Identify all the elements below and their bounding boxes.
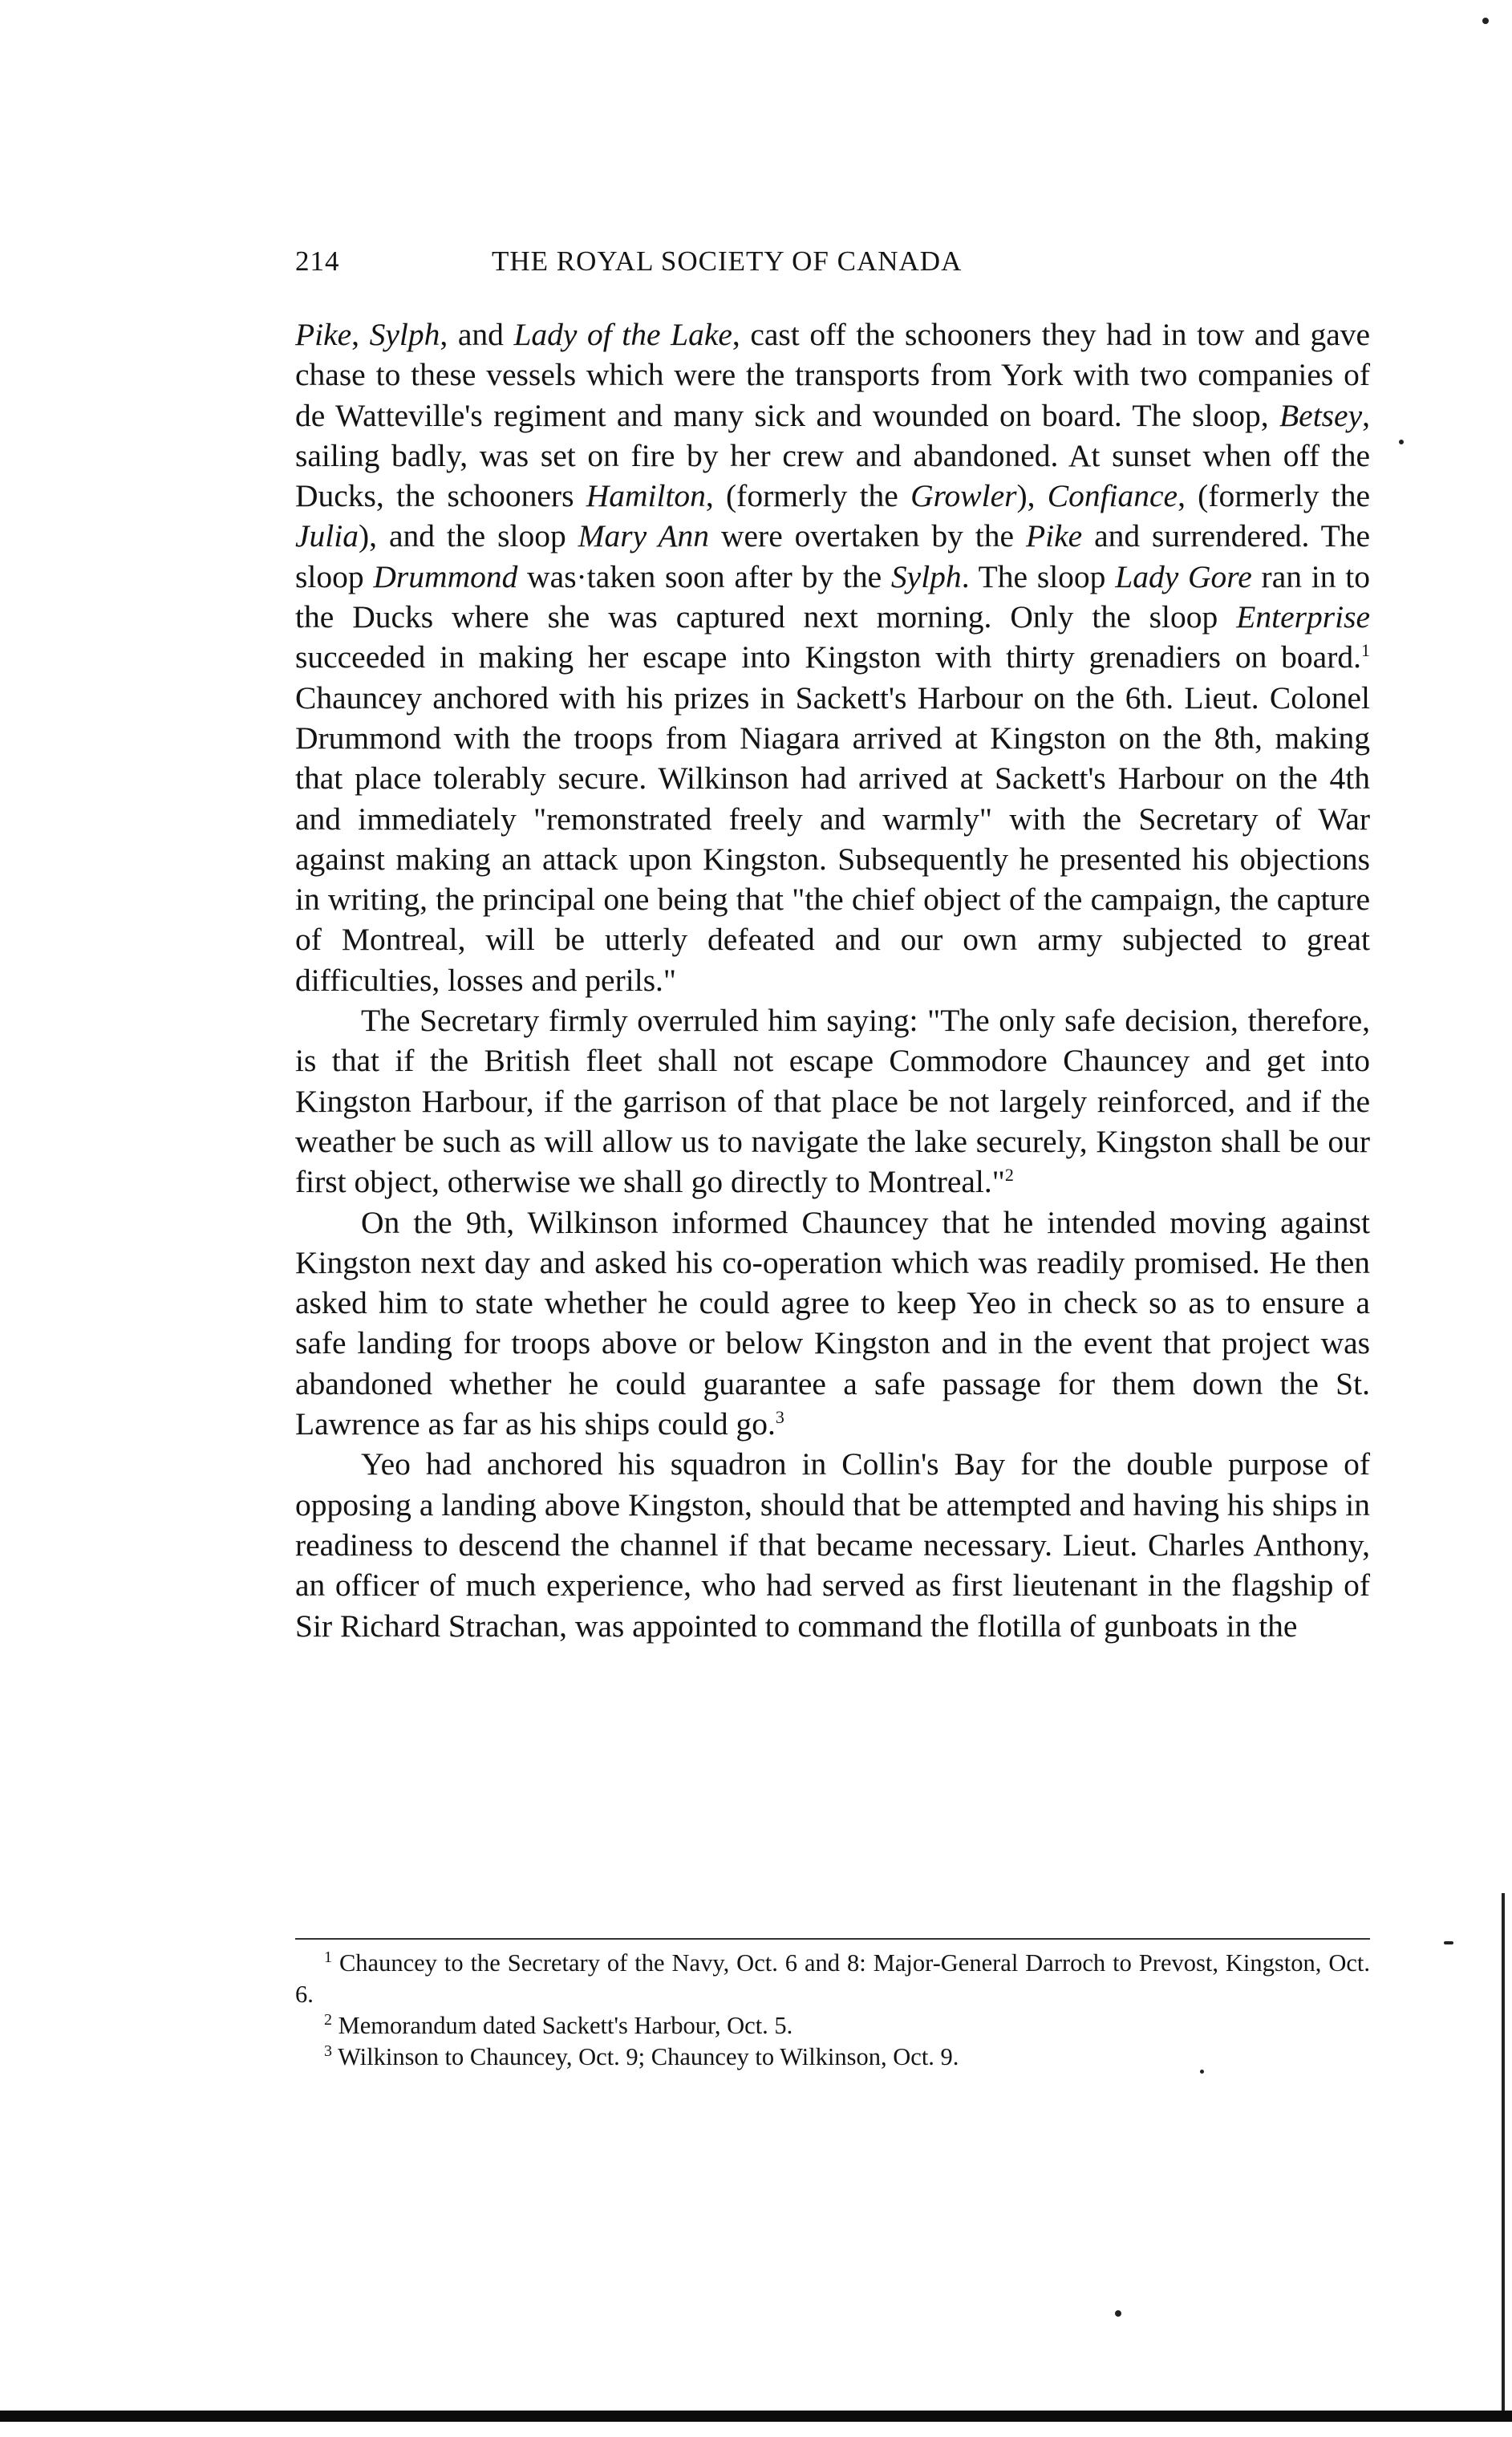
page-number: 214: [295, 245, 340, 277]
running-title: THE ROYAL SOCIETY OF CANADA: [492, 245, 963, 277]
text-run: , (formerly the: [705, 478, 911, 514]
body-text: [295, 314, 1370, 1646]
text-run: succeeded in making her escape into Kingston with thirty grenadiers on board.: [295, 639, 1361, 675]
scan-speck: [1399, 440, 1404, 444]
ship-name: Growler: [910, 478, 1017, 514]
paragraph-1: [295, 314, 1370, 1000]
text-run: , and: [440, 317, 514, 352]
ship-name: Sylph: [369, 317, 440, 352]
ship-name: Drummond: [373, 558, 518, 594]
footnote-mark: 2: [324, 2010, 332, 2029]
ship-name: Lady Gore: [1115, 558, 1252, 594]
paragraph-2: [295, 1000, 1370, 1202]
footnote-3: [295, 2042, 1370, 2073]
text-run: ,: [351, 317, 370, 352]
ship-name: Confiance: [1047, 478, 1178, 514]
running-head: [295, 245, 1370, 286]
footnote-reference: 2: [1004, 1165, 1014, 1186]
footnote-divider: [295, 1938, 1370, 1940]
footnote-mark: 3: [324, 2042, 332, 2060]
footnote-1: [295, 1948, 1370, 2010]
footnote-2: [295, 2010, 1370, 2042]
text-run: , cast off the schooners they had in tow and gave chase to these vessels which were the transports from York with two companies of de Watteville's regiment and many sick and wounded on board. The sloop,: [295, 317, 1371, 433]
ship-name: Pike: [1025, 518, 1083, 554]
ship-name: Hamilton: [586, 478, 706, 514]
text-run: , (formerly the: [1178, 478, 1370, 514]
ship-name: Julia: [295, 518, 359, 554]
scan-speck: [1115, 2310, 1121, 2317]
text-run: . The sloop: [961, 558, 1116, 594]
footnote-text: Memorandum dated Sackett's Harbour, Oct. 5.: [338, 2012, 793, 2039]
text-run: ran in to the Ducks where she was captured next morning. Only the sloop: [295, 558, 1370, 635]
paragraph-4: [295, 1444, 1370, 1645]
text-run: and surrendered. The sloop: [295, 518, 1370, 594]
scan-speck: [1482, 18, 1489, 24]
scan-speck: [1200, 2070, 1204, 2074]
ship-name: Pike: [295, 317, 352, 352]
text-run: were overtaken by the: [709, 518, 1026, 554]
ship-name: Lady of the Lake: [513, 317, 732, 352]
text-run: The Secretary firmly overruled him saying: "The only safe decision, therefore, is that if the British fleet shall not escape Commodore Chauncey and get into Kingston Harbour, if the garrison of that place be not largely reinforced, and if the weather be such as will allow us to navigate the lake securely, Kingston shall be our first object, otherwise we shall go directly to Montreal.": [295, 1003, 1370, 1200]
ship-name: Betsey: [1279, 397, 1363, 433]
ship-name: Sylph: [890, 558, 962, 594]
text-run: ), and the sloop: [358, 518, 578, 554]
footnote-reference: 1: [1361, 640, 1370, 661]
footnote-text: Chauncey to the Secretary of the Navy, Oct. 6 and 8: Major-General Darroch to Prevost, Kingston, Oct. 6.: [295, 1949, 1371, 2008]
footnotes: [295, 1948, 1370, 2073]
footnote-text: Wilkinson to Chauncey, Oct. 9; Chauncey to Wilkinson, Oct. 9.: [338, 2043, 959, 2070]
footnote-reference: 3: [775, 1406, 784, 1427]
text-run: was·taken soon after by the: [517, 558, 891, 594]
footnote-mark: 1: [324, 1948, 332, 1966]
text-run: On the 9th, Wilkinson informed Chauncey that he intended moving against Kingston next day and asked his co-operation which was readily promised. He then asked him to state whether he could agree to keep Yeo in check so as to ensure a safe landing for troops above or below Kingston and in the event that project was abandoned whether he could guarantee a safe passage for them down the St. Lawrence as far as his ships could go.: [295, 1204, 1370, 1442]
scan-bottom-bar: [0, 2411, 1512, 2422]
text-run: ),: [1016, 478, 1048, 514]
text-run: , sailing badly, was set on fire by her crew and abandoned. At sunset when off the Ducks, the schooners: [295, 397, 1370, 514]
scan-edge-line: [1502, 1893, 1505, 2415]
text-run: Yeo had anchored his squadron in Collin's Bay for the double purpose of opposing a landing above Kingston, should that be attempted and having his ships in readiness to descend the channel if that became necessary. Lieut. Charles Anthony, an officer of much experience, who had served as first lieutenant in the flagship of Sir Richard Strachan, was appointed to command the flotilla of gunboats in the: [295, 1446, 1370, 1644]
ship-name: Enterprise: [1236, 599, 1370, 635]
scan-speck: [1444, 1941, 1453, 1944]
ship-name: Mary Ann: [578, 518, 710, 554]
paragraph-3: [295, 1202, 1370, 1445]
text-run: Chauncey anchored with his prizes in Sackett's Harbour on the 6th. Lieut. Colonel Drummond with the troops from Niagara arrived at Kingston on the 8th, making that place tolerably secure. Wilkinson had arrived at Sackett's Harbour on the 4th and immediately "remonstrated freely and warmly" with the Secretary of War against making an attack upon Kingston. Subsequently he presented his objections in writing, the principal one being that "the chief object of the campaign, the capture of Montreal, will be utterly defeated and our own army subjected to great difficulties, losses and perils.": [295, 679, 1370, 998]
